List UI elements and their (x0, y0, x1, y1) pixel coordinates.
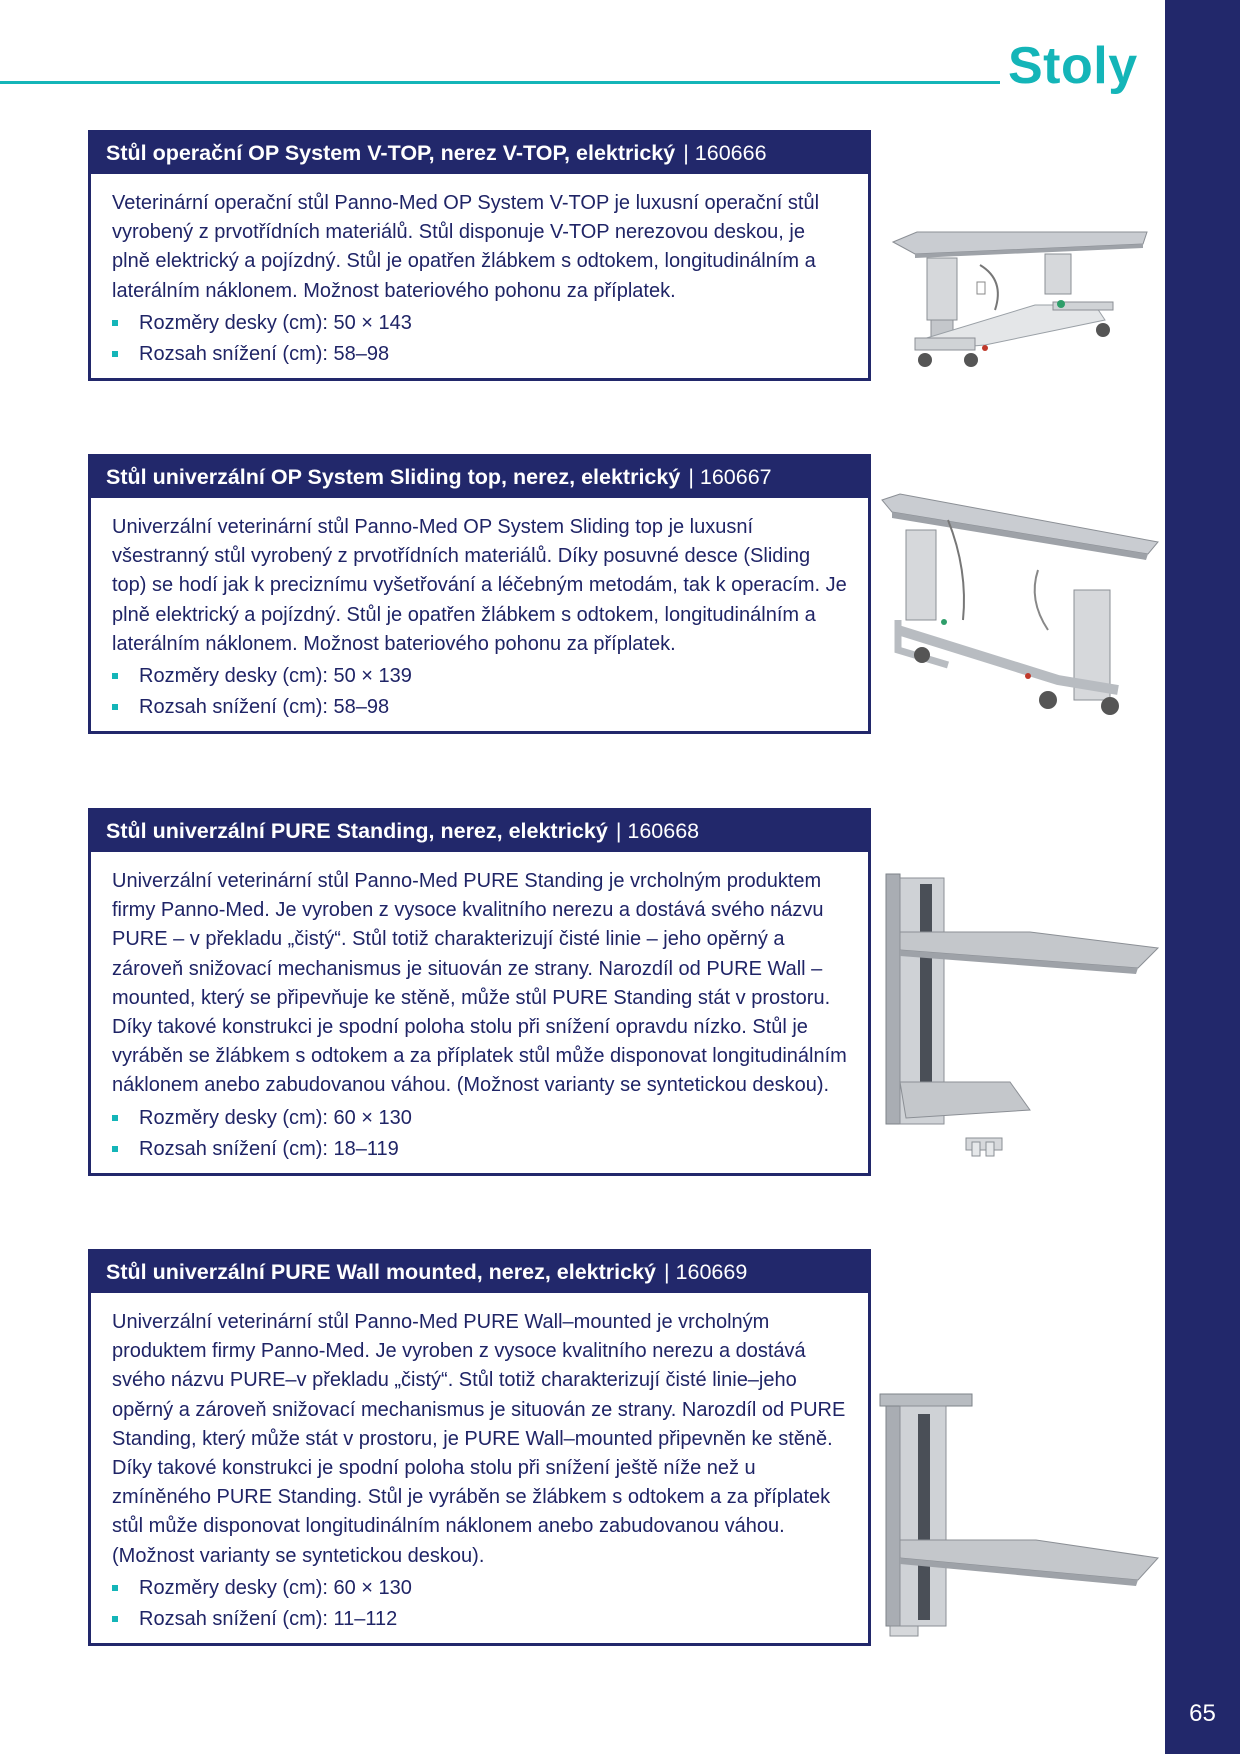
product-name: Stůl univerzální PURE Wall mounted, nerez, elektrický (106, 1260, 656, 1284)
product-code: | 160668 (615, 819, 700, 843)
page-number: 65 (1189, 1700, 1216, 1727)
spec-item: Rozsah snížení (cm): 18–119 (112, 1134, 848, 1165)
product-header (91, 811, 868, 852)
spec-list (112, 661, 848, 723)
product-header (91, 1252, 868, 1293)
bullet-icon (112, 1115, 118, 1121)
product-name: Stůl operační OP System V-TOP, nerez V-TOP, elektrický (106, 141, 676, 165)
spec-item: Rozsah snížení (cm): 58–98 (112, 692, 848, 723)
product-card (88, 808, 871, 1176)
product-image-pure-wall-mounted-table (876, 1390, 1161, 1650)
bullet-icon (112, 1146, 118, 1152)
spec-item: Rozměry desky (cm): 50 × 139 (112, 661, 848, 692)
product-card (88, 130, 871, 381)
spec-list (112, 308, 848, 370)
product-image-vtop-table (885, 210, 1150, 380)
product-header (91, 457, 868, 498)
spec-list (112, 1103, 848, 1165)
product-code: | 160669 (663, 1260, 748, 1284)
page-sidebar (1165, 0, 1240, 1754)
product-code: | 160666 (683, 141, 767, 165)
product-description: Univerzální veterinární stůl Panno-Med PURE Standing je vrcholným produktem firmy Panno-Med. Je vyroben z vysoce kvalitního nerezu a dostává svého názvu PURE – v překladu „čistý“. Stůl totiž charakterizují čisté linie – jeho opěrný a zároveň snižovací mechanismus je situován ze strany. Narozdíl od PURE Wall – mounted, který se připevňuje ke stěně, může stůl PURE Standing stát v prostoru. Díky takové konstrukci je spodní poloha stolu při snížení opravdu nízko. Stůl je vyráběn se žlábkem s odtokem a za příplatek stůl může disponovat longitudinálním náklonem anebo zabudovanou váhou. (Možnost varianty se syntetickou deskou). (112, 870, 847, 1097)
bullet-icon (112, 673, 118, 679)
product-name: Stůl univerzální PURE Standing, nerez, elektrický (106, 819, 608, 843)
product-name: Stůl univerzální OP System Sliding top, nerez, elektrický (106, 465, 681, 489)
header-rule (0, 81, 1000, 84)
spec-list (112, 1573, 848, 1635)
product-description: Univerzální veterinární stůl Panno-Med OP System Sliding top je luxusní všestranný stůl vyrobený z prvotřídních materiálů. Díky posuvné desce (Sliding top) se hodí jak k preciznímu vyšetřování a léčebným metodám, tak k operacím. Je plně elektrický a pojízdný. Stůl je opatřen žlábkem s odtokem, longitudinálním a laterálním náklonem. Možnost bateriového pohonu za příplatek. (112, 516, 847, 655)
spec-item: Rozměry desky (cm): 60 × 130 (112, 1573, 848, 1604)
product-header (91, 133, 868, 174)
bullet-icon (112, 320, 118, 326)
product-image-pure-standing-table (880, 870, 1160, 1170)
product-card (88, 454, 871, 734)
spec-item: Rozsah snížení (cm): 58–98 (112, 339, 848, 370)
bullet-icon (112, 351, 118, 357)
page-title: Stoly (1008, 37, 1138, 95)
product-image-sliding-top-table (878, 490, 1163, 725)
product-description: Veterinární operační stůl Panno-Med OP System V-TOP je luxusní operační stůl vyrobený z prvotřídních materiálů. Stůl disponuje V-TOP nerezovou deskou, je plně elektrický a pojízdný. Stůl je opatřen žlábkem s odtokem, longitudinálním a laterálním náklonem. Možnost bateriového pohonu za příplatek. (112, 192, 820, 302)
product-description: Univerzální veterinární stůl Panno-Med PURE Wall–mounted je vrcholným produktem firmy Panno-Med. Je vyroben z vysoce kvalitního nerezu a dostává svého názvu PURE–v překladu „čistý“. Stůl totiž charakterizují čisté linie–jeho opěrný a zároveň snižovací mechanismus je situován ze strany. Narozdíl od PURE Standing, který může stát v prostoru, je PURE Wall–mounted připevněn ke stěně. Díky takové konstrukci je spodní poloha stolu při snížení ještě níže než u zmíněného PURE Standing. Stůl je vyráběn se žlábkem s odtokem a za příplatek stůl může disponovat longitudinálním náklonem anebo zabudovanou váhou. (Možnost varianty se syntetickou deskou). (112, 1311, 846, 1567)
spec-item: Rozměry desky (cm): 60 × 130 (112, 1103, 848, 1134)
spec-item: Rozsah snížení (cm): 11–112 (112, 1604, 848, 1635)
bullet-icon (112, 704, 118, 710)
spec-item: Rozměry desky (cm): 50 × 143 (112, 308, 848, 339)
product-card (88, 1249, 871, 1646)
bullet-icon (112, 1616, 118, 1622)
product-code: | 160667 (688, 465, 772, 489)
bullet-icon (112, 1585, 118, 1591)
